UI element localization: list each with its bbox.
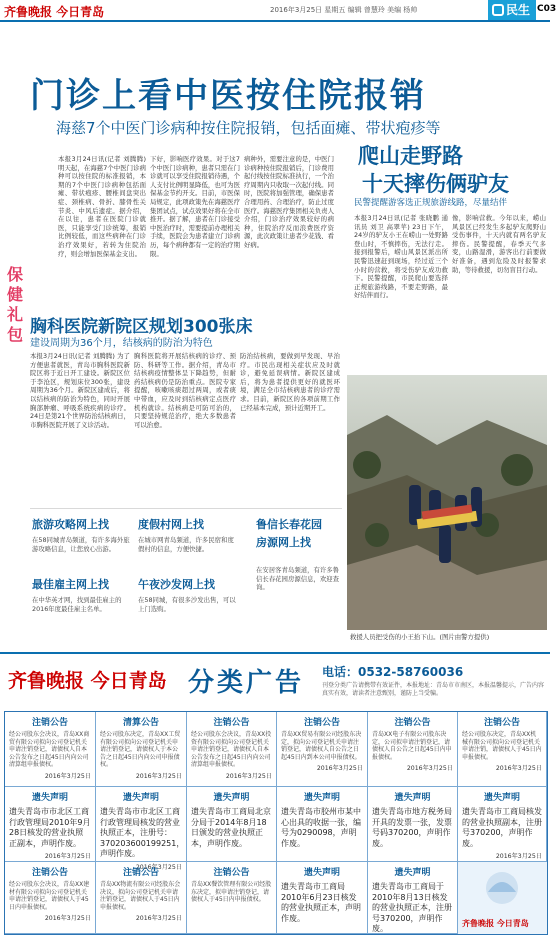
rescue-photo	[347, 375, 547, 630]
lead-col-1: 本报3月24日讯(记者 刘腾腾) 明天起，在海慈7个中医门诊病种可以按住院的标准报销，本期的7个中医门诊病种包括面瘫、带状疱疹、腰椎间盘突出症、颈椎病、骨折、膝骨性关节炎、中风后遗症。据介绍，在以往，患者在医院门诊就医，只能享受门诊统筹，报销比例较低，而这些病种在门诊治疗效果好，若转为住院治疗，则会增加医保基金支出。	[58, 155, 146, 258]
ad-item: 注销公告 经公司股东会决议，青岛XX商贸有限公司拟向公司登记机关申请注销登记，请债权人自本公告发布之日起45日内向公司清算组申报债权。 2016年3月25日	[5, 712, 96, 787]
box-resort-title: 度假村网上找	[138, 518, 204, 531]
right-col-2: 像，影响营救。今年以来，崂山风景区已经发生多起驴友爬野山受伤事件，十天内就有两名驴友摔伤。民警提醒，春季天气多变，山路湿滑，游客出行前要做好准备，遇到危险及时报警求助，等待救援，切勿盲目行动。	[452, 214, 546, 274]
lead-col-2: 下好，影响医疗效果。对于这7个中医门诊病种，患者只需在门诊就可以享受住院报销待遇，个人支付比例明显降低，也可为医保基金节约开支。目前，市医保局规定，此项政策先在海慈医疗集团试点，试点效果好将在全市推开。据了解，患者在门诊接受中医治疗时，需要提前办理相关手续，医院会为患者建立门诊病历，每个病种都有一定的治疗期限。	[150, 155, 240, 258]
classified-phone: 电话：0532-58760036	[322, 665, 464, 679]
ad-item: 遗失声明 遗失青岛市工商局北京分局于2014年8月18日颁发的营业执照正本，声明作废。	[187, 787, 277, 862]
footer-logo: 齐鲁晚报 今日青岛	[462, 918, 529, 928]
lead-title: 门诊上看中医按住院报销	[30, 76, 426, 116]
ad-item: 遗失声明 遗失青岛市胶州市某中心出具的收据一张，编号为0290098，声明作废。	[277, 787, 368, 862]
ad-item: 注销公告 青岛XX电子有限公司股东决定，公司拟申请注销登记，请债权人自公告之日起45日内申报债权。 2016年3月25日	[368, 712, 458, 787]
photo-caption: 救援人员把受伤的小王抬下山。(图片由警方提供)	[350, 633, 490, 641]
ad-item: 清算公告 经公司股东决定，青岛XX工贸有限公司拟向公司登记机关申请注销登记，请债权人于本公告之日起45日内向公司申报债权。 2016年3月25日	[96, 712, 187, 787]
second-col-3: 防治结核病，要做到早发现、早治疗。市民出现相关症状应及时就诊，避免延误病情。新院区建成后，将为患者提供更好的就医环境，满足全市结核病患者的诊疗需求。目前，新院区的各项前期工作已经基本完成，预计近期开工。	[240, 352, 340, 412]
health-strip: 保健礼包	[6, 265, 23, 344]
second-col-1: 本报3月24日讯(记者 刘腾腾) 为了方便患者就医，青岛市胸科医院新院区将于近日开工建设。新院区位于李沧区，规划床位300张，建设周期为36个月。新院区建成后，将以结核病的防治为特色，同时开展胸部肿瘤、呼吸系统疾病的诊疗。24日是第21个世界防治结核病日，市胸科医院开展了义诊活动。	[30, 352, 130, 429]
section-label: 民生	[506, 3, 531, 17]
right-subtitle: 民警提醒游客选正规旅游线路，尽量结伴	[354, 198, 508, 208]
lead-col-3: 病种外，需要注意的是，中医门诊病种按住院报销后，门诊费用起付线按住院标准执行，一个治疗周期内只收取一次起付线。同时，医院将加强管理，确保患者合理用药、合理治疗，防止过度医疗。海慈医疗集团相关负责人介绍，门诊治疗效果较好的病种，住院治疗反而浪费医疗资源，此次政策让患者少花钱、看好病。	[244, 155, 334, 249]
second-subtitle: 建设周期为36个月，结核病的防治为特色	[30, 338, 213, 349]
lead-subtitle: 海慈7个中医门诊病种按住院报销，包括面瘫、带状疱疹等	[56, 119, 441, 137]
ad-item: 遗失声明 遗失青岛市工商局核发的营业执照副本，注册号370200，声明作废。 2016年3月25日	[458, 787, 547, 862]
box-resort-body: 在城市网青岛频道，许多民宿和度假村的信息，方便快捷。	[138, 536, 234, 553]
classified-grid	[4, 711, 548, 935]
classified-header	[0, 652, 550, 707]
box-housing-title-2: 房源网上找	[256, 536, 311, 549]
ad-item: 注销公告 经公司股东决定，青岛XX机械有限公司拟向公司登记机关申请注销，请债权人于45日内申报债权。 2016年3月25日	[458, 712, 547, 787]
box-travel-body: 在58同城青岛频道，有许多海外旅游攻略信息，让您放心出游。	[32, 536, 130, 553]
ad-item: 遗失声明 遗失青岛市工商局2010年6月23日核发的营业执照正本，声明作废。	[277, 862, 368, 934]
page-header	[0, 0, 556, 22]
classified-logo: 齐鲁晚报 今日青岛	[8, 670, 167, 692]
ad-item: 注销公告 经公司股东会决议，青岛XX投资有限公司拟向公司登记机关申请注销登记，请债权人自本公告发布之日起45日内向公司清算组申报债权。 2016年3月25日	[187, 712, 277, 787]
ad-item: 注销公告 青岛XX贸易有限公司经股东决定，拟向公司登记机关申请注销登记，请债权人自公告之日起45日内到本公司申报债权。 2016年3月25日	[277, 712, 368, 787]
ad-item: 遗失声明 遗失青岛市市北区工商行政管理局2010年9月28日核发的营业执照正副本，声明作废。 2016年3月25日	[5, 787, 96, 862]
ad-promo	[458, 862, 547, 934]
box-sofa-title: 午夜沙发网上找	[138, 578, 215, 591]
ad-item: 注销公告 青岛XX餐饮管理有限公司经股东决定，拟申请注销登记，请债权人于45日内申报债权。	[187, 862, 277, 934]
page-number: C03	[537, 4, 556, 14]
second-col-2: 胸科医院将开展结核病的诊疗、预防、科研等工作。据介绍，青岛市结核病疫情整体呈下降趋势，但耐药结核病仍是防治重点。医院专家提醒，咳嗽咳痰超过两周，或者痰中带血，应及时到结核病定点医疗机构就诊。结核病是可防可治的，只要坚持规范治疗，绝大多数患者可以治愈。	[134, 352, 236, 429]
classified-note: 刊登分类广告请携带有效证件，本报地址：青岛市市南区，本报温馨提示，广告内容真实有效，请读者注意甄别，谨防上当受骗。	[322, 682, 545, 697]
right-col-1: 本报3月24日讯(记者 张晓鹏 通讯员 刘卫 高翠苹) 23日下午，24岁的驴友小王在崂山一处野路登山时，不慎摔伤，无法行走。接到报警后，崂山风景区派出所民警迅速赶到现场，经过近三个小时的营救，将受伤驴友成功救下。民警提醒，市民爬山要选择正规旅游线路，不要走野路，最好结伴而行。	[354, 214, 448, 300]
box-housing-title: 鲁信长春花园	[256, 518, 322, 531]
box-employer-title: 最佳雇主网上找	[32, 578, 109, 591]
ad-item: 遗失声明 遗失青岛市市北区工商行政管理局核发的营业执照正本，注册号：370203600199251，声明作废。 2016年3月25日	[96, 787, 187, 862]
box-sofa-body: 在58同城，有很多沙发出售，可以上门选购。	[138, 596, 236, 613]
classified-title: 分类广告	[188, 668, 305, 698]
second-title: 胸科医院新院区规划300张床	[30, 317, 253, 337]
ad-item: 遗失声明 遗失青岛市地方税务局开具的发票一张，发票号码370200，声明作废。	[368, 787, 458, 862]
section-tag	[488, 0, 536, 20]
ad-item: 注销公告 经公司股东会决议，青岛XX建材有限公司拟向公司登记机关申请注销登记，请债权人于45日内申报债权。 2016年3月25日	[5, 862, 96, 934]
newspaper-logo: 齐鲁晚报 今日青岛	[4, 5, 105, 19]
box-employer-body: 在中华英才网，找到最佳雇主的2016年度最佳雇主名单。	[32, 596, 122, 613]
right-title-2: 十天摔伤俩驴友	[362, 172, 509, 196]
ad-item: 注销公告 青岛XX物流有限公司经股东会决议，拟向公司登记机关申请注销登记，请债权人于45日内申报债权。 2016年3月25日	[96, 862, 187, 934]
section-icon	[492, 4, 504, 16]
box-travel-title: 旅游攻略网上找	[32, 518, 109, 531]
ad-item: 遗失声明 遗失青岛市工商局于2010年8月13日核发的营业执照正本，注册号370200，声明作废。	[368, 862, 458, 934]
box-housing-body: 在安居客青岛频道，有许多鲁信长春花园房源信息，欢迎查询。	[256, 566, 340, 591]
issue-info: 2016年3月25日 星期五 编辑 曾慧玲 美编 杨帅	[270, 6, 418, 14]
right-title-1: 爬山走野路	[358, 144, 463, 168]
